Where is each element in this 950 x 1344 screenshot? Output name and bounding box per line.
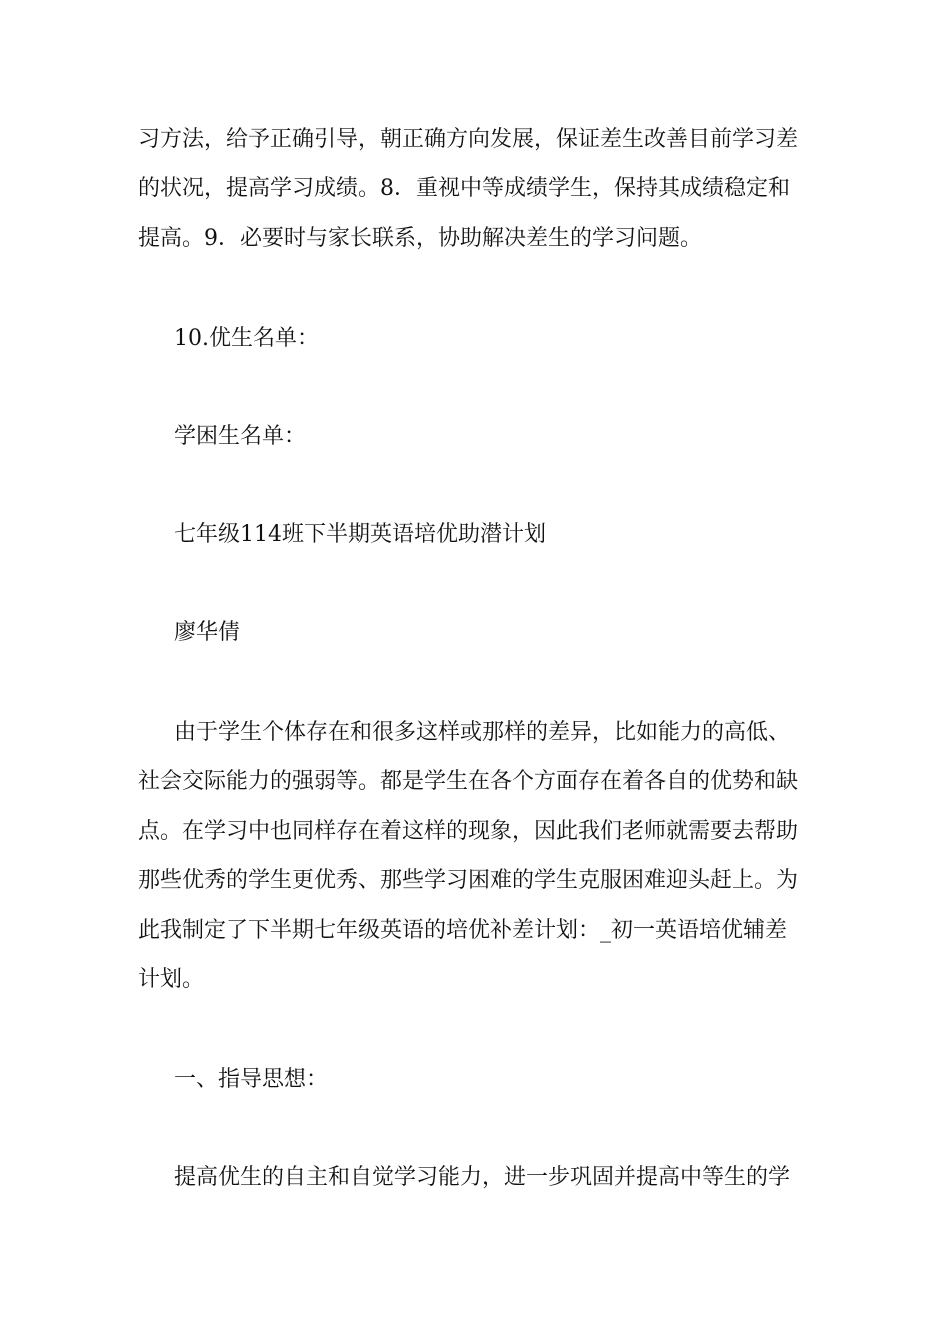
section-heading: 一、指导思想： <box>174 1067 329 1092</box>
paragraph-line: 点。在学习中也同样存在着这样的现象，因此我们老师就需要去帮助 <box>138 819 799 844</box>
paragraph-line: 习方法，给予正确引导，朝正确方向发展，保证差生改善目前学习差 <box>138 127 799 152</box>
struggling-students-heading: 学困生名单： <box>174 424 307 449</box>
paragraph-line: 此我制定了下半期七年级英语的培优补差计划：_初一英语培优辅差 <box>138 918 788 943</box>
paragraph-line: 那些优秀的学生更优秀、那些学习困难的学生克服困难迎头赶上。为 <box>138 868 799 893</box>
top-students-heading: 10.优生名单： <box>174 326 319 351</box>
paragraph-line: 的状况，提高学习成绩。8．重视中等成绩学生，保持其成绩稳定和 <box>138 176 790 201</box>
plan-title: 七年级114班下半期英语培优助潜计划 <box>174 522 546 547</box>
author-name: 廖华倩 <box>174 620 241 645</box>
paragraph-line: 计划。 <box>138 967 205 992</box>
paragraph-line: 社会交际能力的强弱等。都是学生在各个方面存在着各自的优势和缺 <box>138 769 799 794</box>
paragraph-line: 提高优生的自主和自觉学习能力，进一步巩固并提高中等生的学 <box>174 1165 791 1190</box>
paragraph-line: 提高。9．必要时与家长联系，协助解决差生的学习问题。 <box>138 226 702 251</box>
paragraph-line: 由于学生个体存在和很多这样或那样的差异，比如能力的高低、 <box>174 720 791 745</box>
